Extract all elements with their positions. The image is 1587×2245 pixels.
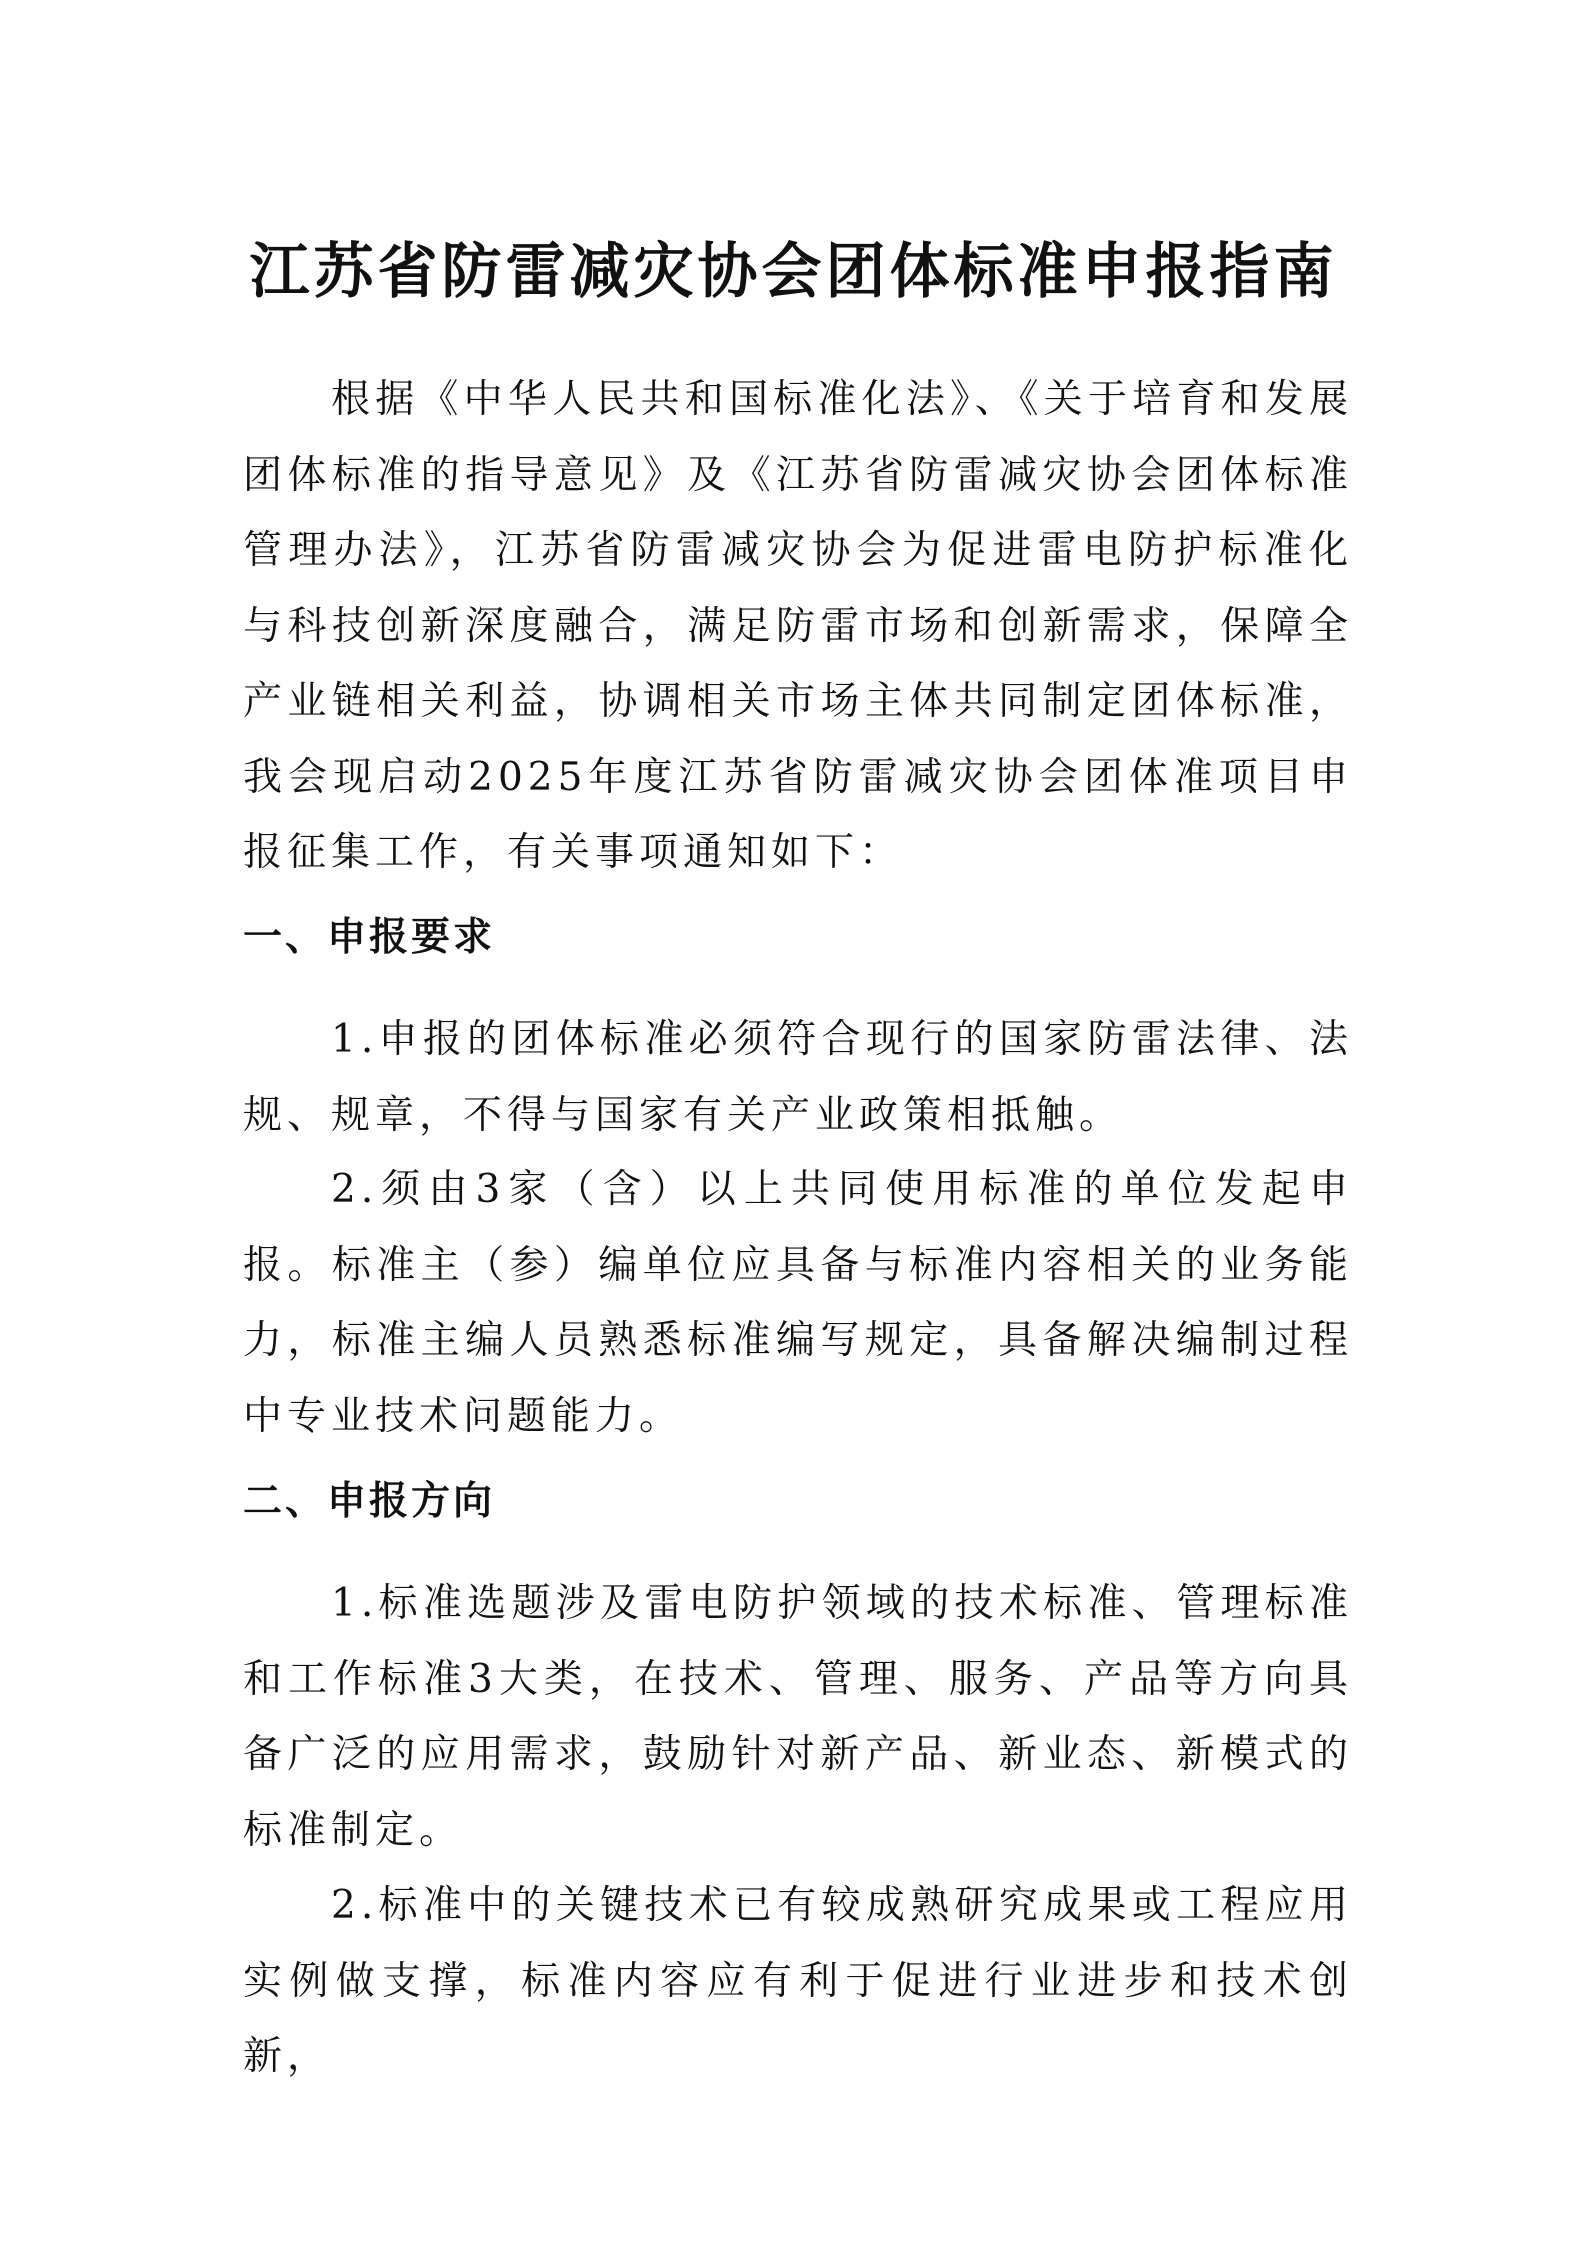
directions-paragraph-1: 1.标准选题涉及雷电防护领域的技术标准、管理标准和工作标准3大类，在技术、管理、服务、产品等方向具备广泛的应用需求，鼓励针对新产品、新业态、新模式的标准制定。 — [243, 1581, 1353, 1853]
intro-paragraph: 根据《中华人民共和国标准化法》、《关于培育和发展团体标准的指导意见》及《江苏省防雷减灾协会团体标准管理办法》，江苏省防雷减灾协会为促进雷电防护标准化与科技创新深度融合，满足防雷市场和创新需求，保障全产业链相关利益，协调相关市场主体共同制定团体标准，我会现启动2025年度江苏省防雷减灾协会团体准项目申报征集工作，有关事项通知如下： — [243, 377, 1353, 875]
section-heading-requirements: 一、申报要求 — [243, 915, 496, 960]
section-heading-directions: 二、申报方向 — [243, 1479, 496, 1524]
directions-paragraph-2: 2.标准中的关键技术已有较成熟研究成果或工程应用实例做支撑，标准内容应有利于促进行业进步和技术创新， — [243, 1883, 1353, 2079]
document-title: 江苏省防雷减灾协会团体标准申报指南 — [249, 237, 1338, 307]
requirements-paragraph-2: 2.须由3家（含）以上共同使用标准的单位发起申报。标准主（参）编单位应具备与标准内容相关的业务能力，标准主编人员熟悉标准编写规定，具备解决编制过程中专业技术问题能力。 — [243, 1167, 1353, 1439]
requirements-paragraph-1: 1.申报的团体标准必须符合现行的国家防雷法律、法规、规章，不得与国家有关产业政策相抵触。 — [243, 1017, 1353, 1138]
